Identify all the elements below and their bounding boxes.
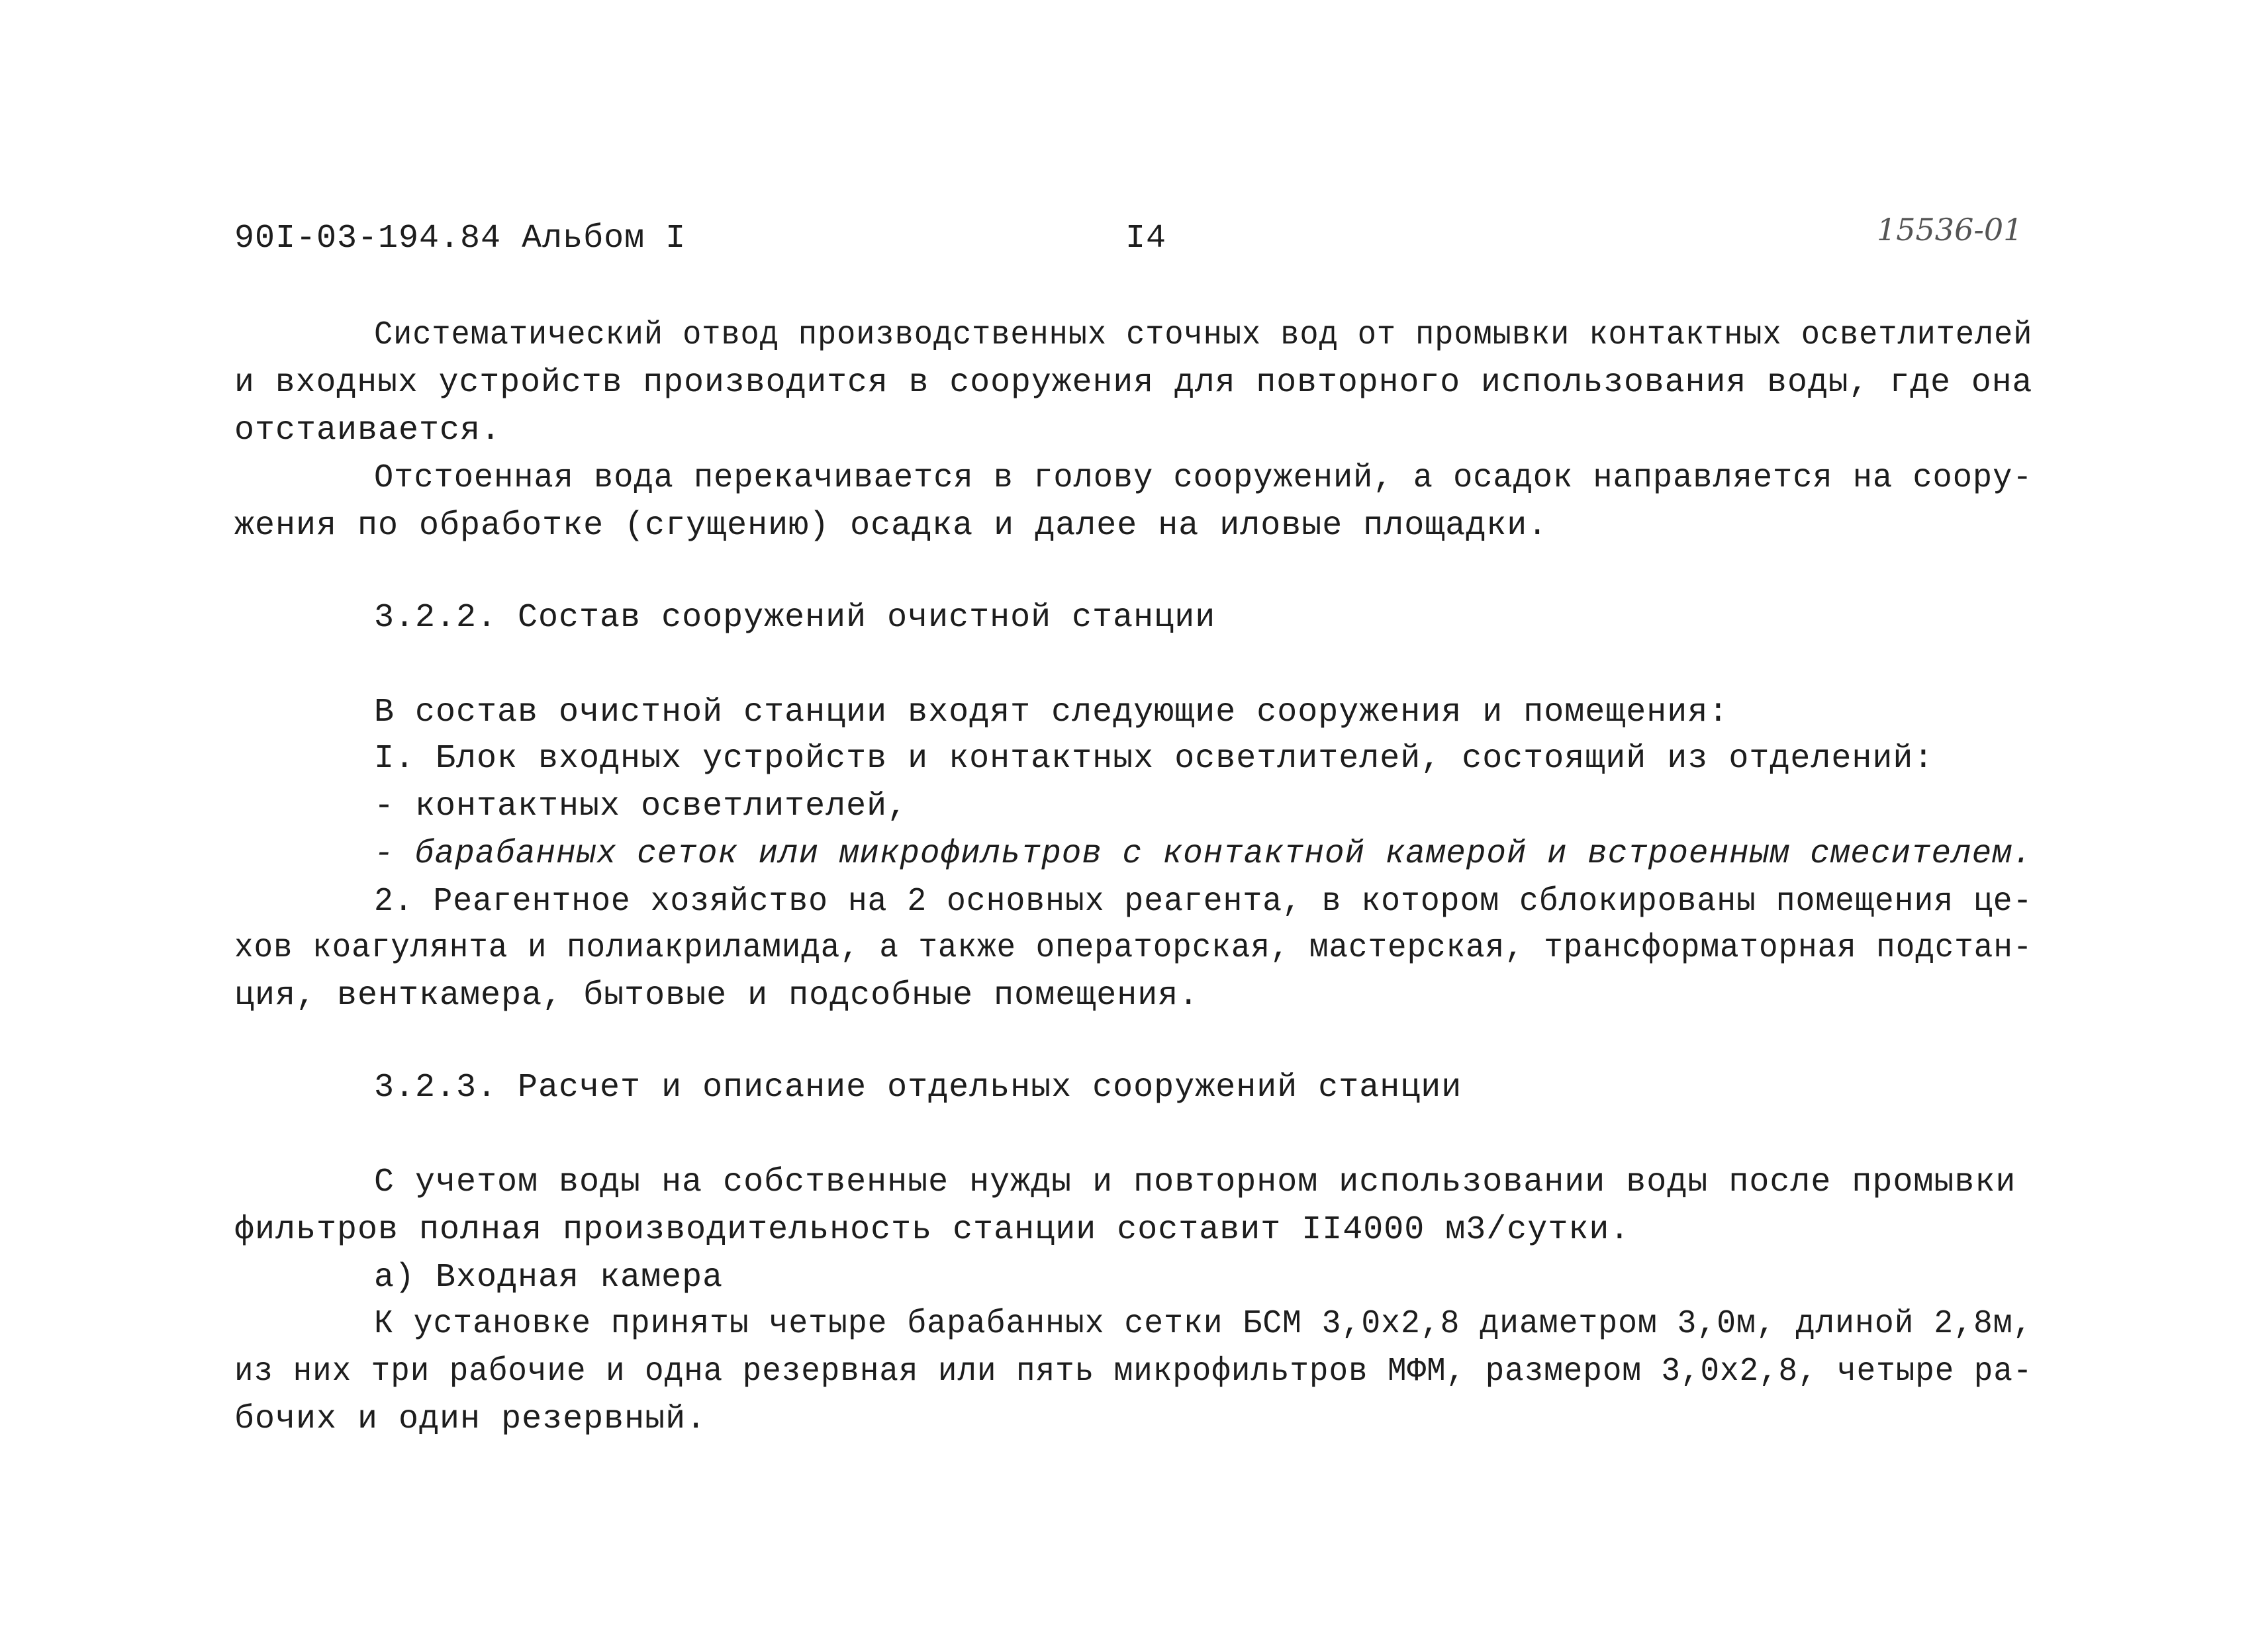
list-item: I. Блок входных устройств и контактных осветлителей, состоящий из отделений: xyxy=(374,740,1934,778)
section-heading: 3.2.2. Состав сооружений очистной станции xyxy=(374,599,1216,637)
paragraph-line: К установке приняты четыре барабанных сетки БСМ 3,0х2,8 диаметром 3,0м, длиной 2,8м, xyxy=(374,1305,2033,1343)
subsection-heading: а) Входная камера xyxy=(374,1259,724,1297)
paragraph-line: и входных устройств производится в сооружения для повторного использования воды, где она xyxy=(234,364,2033,402)
section-heading: 3.2.3. Расчет и описание отдельных сооружений станции xyxy=(374,1069,1462,1107)
page-number: I4 xyxy=(1125,220,1167,257)
paragraph-line: В состав очистной станции входят следующие сооружения и помещения: xyxy=(374,694,1729,731)
handwritten-inventory-number: 15536-01 xyxy=(1877,212,2023,248)
document-code: 90I-03-194.84 Альбом I xyxy=(234,220,686,257)
list-item: 2. Реагентное хозяйство на 2 основных реагента, в котором сблокированы помещения це- xyxy=(374,883,2033,921)
paragraph-line: С учетом воды на собственные нужды и повторном использовании воды после промывки xyxy=(374,1163,2016,1201)
paragraph-line: бочих и один резервный. xyxy=(234,1400,707,1438)
paragraph-line: фильтров полная производительность станции составит II4000 м3/сутки. xyxy=(234,1211,1630,1249)
paragraph-line: Отстоенная вода перекачивается в голову сооружений, а осадок направляется на соору- xyxy=(374,459,2033,497)
paragraph-line: из них три рабочие и одна резервная или пять микрофильтров МФМ, размером 3,0х2,8, четыре ра- xyxy=(234,1353,2033,1391)
list-item: - контактных осветлителей, xyxy=(374,788,908,825)
paragraph-line: ция, венткамера, бытовые и подсобные помещения. xyxy=(234,977,1200,1015)
paragraph-line: хов коагулянта и полиакриламида, а также операторская, мастерская, трансформаторная подстан- xyxy=(234,929,2033,967)
paragraph-line: отстаивается. xyxy=(234,412,502,449)
list-item: - барабанных сеток или микрофильтров с контактной камерой и встроенным смесителем. xyxy=(374,835,2033,873)
paragraph-line: жения по обработке (сгущению) осадка и далее на иловые площадки. xyxy=(234,507,1548,545)
paragraph-line: Систематический отвод производственных сточных вод от промывки контактных осветлителей xyxy=(374,316,2033,354)
